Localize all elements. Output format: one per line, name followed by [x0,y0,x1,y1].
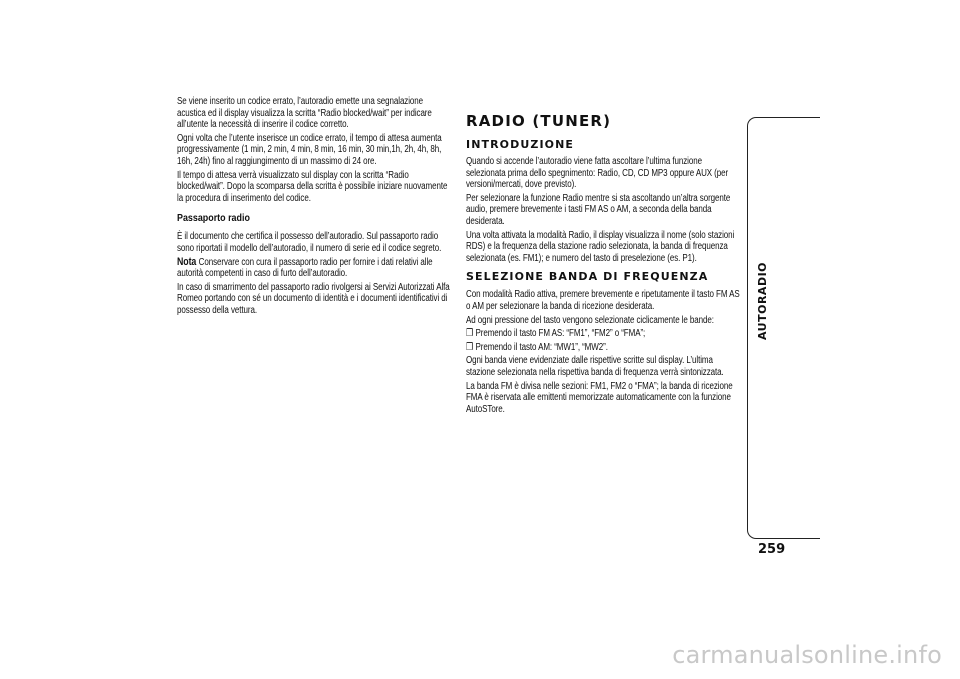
heading-introduzione: INTRODUZIONE [466,138,575,151]
left-column [177,96,453,319]
paragraph-pressione-tasto: Ad ogni pressione del tasto vengono selezionate ciclicamente le bande: [466,314,714,326]
paragraph-wait-display: Il tempo di attesa verrà visualizzato sul display con la scritta “Radio blocked/wait”. Dopo la scomparsa della scritta è possibile iniziare nuovamente la procedura di inserimento del codice. [177,169,448,204]
section-tab-label: AUTORADIO [756,261,769,340]
bullet-text-am: Premendo il tasto AM: “MW1”, “MW2”. [475,341,608,353]
page-number: 259 [758,542,786,557]
checkbox-bullet-icon: ❒ [466,341,474,353]
heading-passaporto-radio: Passaporto radio [177,212,250,225]
checkbox-bullet-icon: ❒ [466,328,474,340]
paragraph-passaporto: È il documento che certifica il possesso dell’autoradio. Sul passaporto radio sono riportati il modello dell’autoradio, il numero di serie ed il codice segreto. [177,231,442,254]
nota-label: Nota [177,255,197,268]
bullet-text-fm: Premendo il tasto FM AS: “FM1”, “FM2” o “FMA”; [475,328,646,340]
paragraph-accensione: Quando si accende l’autoradio viene fatta ascoltare l’ultima funzione selezionata prima dello spegnimento: Radio, CD, CD MP3 oppure AUX (per versioni/mercati, dove previsto). [466,156,729,191]
right-column [466,96,743,417]
nota-text: Conservare con cura il passaporto radio per fornire i dati relativi alle autorità competenti in caso di furto dell’autoradio. [177,256,433,280]
paragraph-modalita-radio: Con modalità Radio attiva, premere brevemente e ripetutamente il tasto FM AS o AM per selezionare la banda di ricezione desiderata. [466,289,740,312]
paragraph-wait-time: Ogni volta che l’utente inserisce un codice errato, il tempo di attesa aumenta progressivamente (1 min, 2 min, 4 min, 8 min, 16 min, 30 min,1h, 2h, 4h, 8h, 16h, 24h) fino al raggiungimento di un massimo di 24 ore. [177,132,442,167]
list-item [466,328,743,340]
heading-radio-tuner: RADIO (TUNER) [466,112,612,130]
nota-block [177,257,453,280]
list-item [466,342,743,354]
paragraph-display-radio: Una volta attivata la modalità Radio, il display visualizza il nome (solo stazioni RDS) e la frequenza della stazione radio selezionata, la banda di frequenza selezionata (es. FM1); e numero del tasto di preselezione (es. P1). [466,229,735,264]
paragraph-selezione-funzione: Per selezionare la funzione Radio mentre si sta ascoltando un’altra sorgente audio, premere brevemente i tasti FM AS o AM, a seconda della banda desiderata. [466,192,731,227]
paragraph-wrong-code: Se viene inserito un codice errato, l’autoradio emette una segnalazione acustica ed il display visualizza la scritta “Radio blocked/wait” per indicare all’utente la necessità di inserire il codice corretto. [177,96,432,131]
paragraph-banda-fm: La banda FM è divisa nelle sezioni: FM1, FM2 o “FMA”; la banda di ricezione FMA è riservata alle emittenti memorizzate automaticamente con la funzione AutoSTore. [466,380,733,415]
heading-selezione-banda: SELEZIONE BANDA DI FREQUENZA [466,270,709,284]
paragraph-banda-evidenziata: Ogni banda viene evidenziate dalle rispettive scritte sul display. L’ultima stazione selezionata nella rispettiva banda di frequenza verrà sintonizzata. [466,355,724,378]
paragraph-smarrimento: In caso di smarrimento del passaporto radio rivolgersi ai Servizi Autorizzati Alfa Romeo portando con sé un documento di identità e i documenti identificativi di possesso della vettura. [177,281,450,316]
watermark: carmanualsonline.info [672,641,942,669]
